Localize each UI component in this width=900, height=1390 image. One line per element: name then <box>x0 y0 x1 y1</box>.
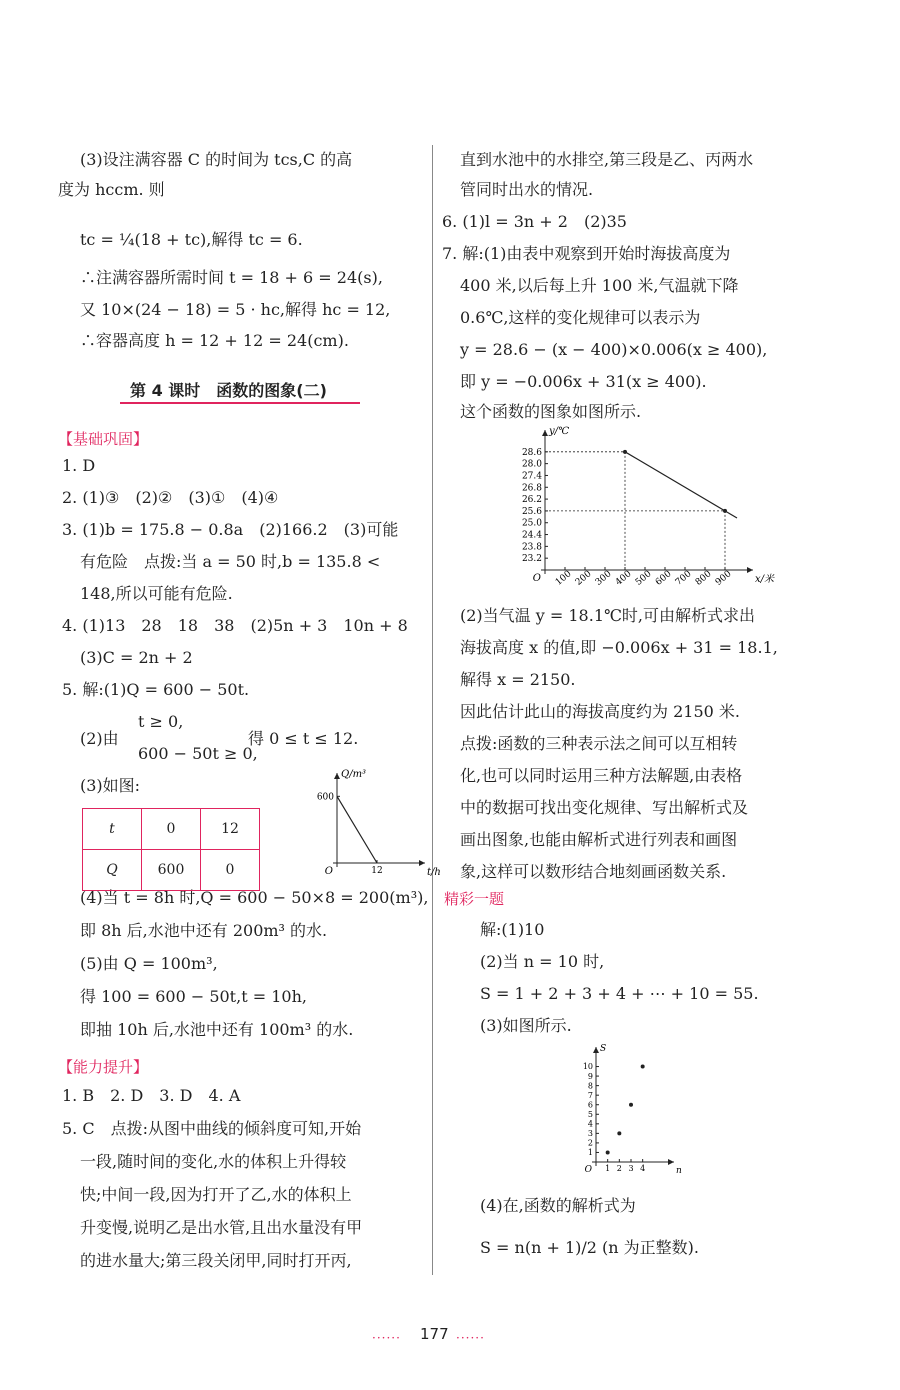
text-line: 解:(1)10 <box>480 920 545 939</box>
y-tick-label: 9 <box>587 1071 593 1081</box>
y-tick-label: 4 <box>587 1119 593 1129</box>
page-number: 177 <box>420 1325 449 1343</box>
y-tick-label: 25.0 <box>521 518 542 529</box>
sum-scatter-chart <box>570 1040 690 1185</box>
text-line: 管同时出水的情况. <box>460 180 594 199</box>
y-axis-arrow <box>542 430 548 436</box>
text-line: 1. B 2. D 3. D 4. A <box>62 1086 241 1105</box>
y-tick-label: 2 <box>587 1138 593 1148</box>
data-point <box>623 450 627 454</box>
table-cell: 600 <box>142 850 201 891</box>
text-line: (4)在,函数的解析式为 <box>480 1196 636 1215</box>
x-tick-label: 800 <box>693 569 714 588</box>
column-divider <box>432 145 433 1275</box>
y-tick-label: 5 <box>587 1109 593 1119</box>
y-axis-label: S <box>600 1044 607 1054</box>
y-tick-label: 26.2 <box>521 495 542 506</box>
series-line <box>337 796 377 863</box>
text-line: ∴注满容器所需时间 t = 18 + 6 = 24(s), <box>80 268 383 287</box>
text-line: (3)如图: <box>80 776 141 795</box>
text-line: 象,这样可以数形结合地刻画函数关系. <box>460 862 727 881</box>
x-tick-label: 4 <box>640 1164 646 1173</box>
text-line: (2)由 <box>80 729 119 748</box>
text-line: 的进水量大;第三段关闭甲,同时打开丙, <box>80 1251 352 1270</box>
y-tick-label: 28.0 <box>521 459 542 470</box>
text-line: 0.6℃,这样的变化规律可以表示为 <box>460 308 701 327</box>
text-line: (4)当 t = 8h 时,Q = 600 − 50×8 = 200(m³), <box>80 888 429 907</box>
x-tick-label: 12 <box>371 866 383 876</box>
altitude-temperature-chart <box>505 426 775 598</box>
text-line: 一段,随时间的变化,水的体积上升得较 <box>80 1152 347 1171</box>
text-line: 点拨:函数的三种表示法之间可以互相转 <box>460 734 738 753</box>
text-line: 5. 解:(1)Q = 600 − 50t. <box>62 680 250 699</box>
text-line: 400 米,以后每上升 100 米,气温就下降 <box>460 276 739 295</box>
text-line: 有危险 点拨:当 a = 50 时,b = 135.8 < <box>80 552 381 571</box>
y-tick-label: 24.4 <box>521 530 542 541</box>
x-tick-label: 900 <box>713 569 734 588</box>
text-line: (2)当 n = 10 时, <box>480 952 605 971</box>
water-volume-chart <box>305 765 441 885</box>
x-axis-label: t/h <box>427 867 441 878</box>
text-line: 又 10×(24 − 18) = 5 · hc,解得 hc = 12, <box>80 300 391 319</box>
text-line: (5)由 Q = 100m³, <box>80 954 218 973</box>
y-tick-label: 600 <box>316 792 334 803</box>
text-line: 画出图象,也能由解析式进行列表和画图 <box>460 830 738 849</box>
y-tick-label: 6 <box>587 1100 593 1110</box>
data-point <box>641 1065 645 1069</box>
text-line: 6. (1)l = 3n + 2 (2)35 <box>442 212 627 231</box>
y-tick-label: 26.8 <box>521 483 542 494</box>
y-tick-label: 28.6 <box>521 447 542 458</box>
text-line: (2)当气温 y = 18.1℃时,可由解析式求出 <box>460 606 755 625</box>
text-line: 直到水池中的水排空,第三段是乙、丙两水 <box>460 150 754 169</box>
text-line: ∴容器高度 h = 12 + 12 = 24(cm). <box>80 331 349 350</box>
text-line: S = n(n + 1)/2 (n 为正整数). <box>480 1238 700 1257</box>
header-ability: 【能力提升】 <box>58 1058 149 1076</box>
y-tick-label: 23.8 <box>521 542 542 553</box>
text-line: 升变慢,说明乙是出水管,且出水量没有甲 <box>80 1218 363 1237</box>
x-tick-label: 600 <box>653 569 674 588</box>
table-cell: t <box>83 809 142 850</box>
text-line: 中的数据可找出变化规律、写出解析式及 <box>460 798 749 817</box>
text-line: 148,所以可能有危险. <box>80 584 233 603</box>
x-tick-label: 500 <box>633 569 654 588</box>
x-tick-label: 200 <box>573 569 594 588</box>
page-dots-left: ······ <box>372 1331 401 1345</box>
text-line: 得 0 ≤ t ≤ 12. <box>248 729 359 748</box>
table-row <box>83 850 260 891</box>
text-line: 1. D <box>62 456 96 475</box>
series-line <box>625 452 737 518</box>
x-axis-arrow <box>747 567 753 573</box>
table-cell: 0 <box>201 850 260 891</box>
x-axis-label: n <box>676 1166 682 1176</box>
section-title-underline <box>120 402 360 404</box>
data-point <box>723 509 727 513</box>
text-line: 海拔高度 x 的值,即 −0.006x + 31 = 18.1, <box>460 638 778 657</box>
text-line: 这个函数的图象如图所示. <box>460 402 642 421</box>
y-tick-label: 7 <box>587 1090 593 1100</box>
text-line: 600 − 50t ≥ 0, <box>138 744 258 763</box>
x-tick-label: 400 <box>613 569 634 588</box>
y-tick-label: 23.2 <box>521 554 542 565</box>
y-tick-label: 27.4 <box>521 471 542 482</box>
x-tick-label: 3 <box>628 1164 634 1173</box>
data-point <box>606 1150 610 1154</box>
table-row <box>83 809 260 850</box>
data-point <box>617 1131 621 1135</box>
x-tick-label: 300 <box>593 569 614 588</box>
x-tick-label: 1 <box>605 1164 611 1173</box>
text-line: 即 8h 后,水池中还有 200m³ 的水. <box>80 921 328 940</box>
table-cell: Q <box>83 850 142 891</box>
text-line: 因此估计此山的海拔高度约为 2150 米. <box>460 702 740 721</box>
text-line: tc = ¼(18 + tc),解得 tc = 6. <box>80 230 303 249</box>
text-line: y = 28.6 − (x − 400)×0.006(x ≥ 400), <box>460 340 768 359</box>
text-line: 即 y = −0.006x + 31(x ≥ 400). <box>460 372 707 391</box>
text-line: 2. (1)③ (2)② (3)① (4)④ <box>62 488 279 507</box>
text-line: 5. C 点拨:从图中曲线的倾斜度可知,开始 <box>62 1119 362 1138</box>
x-tick-label: 100 <box>553 569 574 588</box>
text-line: (3)C = 2n + 2 <box>80 648 193 667</box>
y-tick-label: 1 <box>587 1148 593 1158</box>
text-line: 4. (1)13 28 18 38 (2)5n + 3 10n + 8 <box>62 616 408 635</box>
y-tick-label: 25.6 <box>521 506 542 517</box>
origin-label: O <box>324 866 333 877</box>
table-cell: 0 <box>142 809 201 850</box>
page-dots-right: ······ <box>456 1331 485 1345</box>
text-line: 得 100 = 600 − 50t,t = 10h, <box>80 987 307 1006</box>
header-basic: 【基础巩固】 <box>58 430 149 448</box>
text-line: 化,也可以同时运用三种方法解题,由表格 <box>460 766 743 785</box>
y-tick-label: 3 <box>587 1129 593 1139</box>
origin-label: O <box>532 573 541 584</box>
text-line: (3)如图所示. <box>480 1016 572 1035</box>
y-axis-label: y/℃ <box>549 426 570 437</box>
header-highlight: 精彩一题 <box>444 890 505 908</box>
x-axis-arrow <box>668 1159 674 1165</box>
text-line: 3. (1)b = 175.8 − 0.8a (2)166.2 (3)可能 <box>62 520 399 539</box>
text-line: (3)设注满容器 C 的时间为 tcs,C 的高 <box>80 150 353 169</box>
text-line: S = 1 + 2 + 3 + 4 + ⋯ + 10 = 55. <box>480 984 759 1003</box>
origin-label: O <box>584 1165 592 1175</box>
y-axis-arrow <box>593 1047 599 1053</box>
data-point <box>629 1103 633 1107</box>
x-tick-label: 2 <box>616 1164 622 1173</box>
table-cell: 12 <box>201 809 260 850</box>
value-table <box>82 808 260 891</box>
text-line: 快;中间一段,因为打开了乙,水的体积上 <box>80 1185 352 1204</box>
x-axis-label: x/米 <box>755 574 775 585</box>
y-axis-arrow <box>334 773 340 779</box>
text-line: 度为 hccm. 则 <box>58 180 165 199</box>
y-tick-label: 8 <box>587 1081 593 1091</box>
text-line: t ≥ 0, <box>138 712 184 731</box>
section-title: 第 4 课时 函数的图象(二) <box>130 381 327 400</box>
y-axis-label: Q/m³ <box>341 769 367 780</box>
text-line: 即抽 10h 后,水池中还有 100m³ 的水. <box>80 1020 354 1039</box>
text-line: 解得 x = 2150. <box>460 670 576 689</box>
x-tick-label: 700 <box>673 569 694 588</box>
x-axis-arrow <box>419 860 425 866</box>
text-line: 7. 解:(1)由表中观察到开始时海拔高度为 <box>442 244 731 263</box>
y-tick-label: 10 <box>582 1062 593 1072</box>
